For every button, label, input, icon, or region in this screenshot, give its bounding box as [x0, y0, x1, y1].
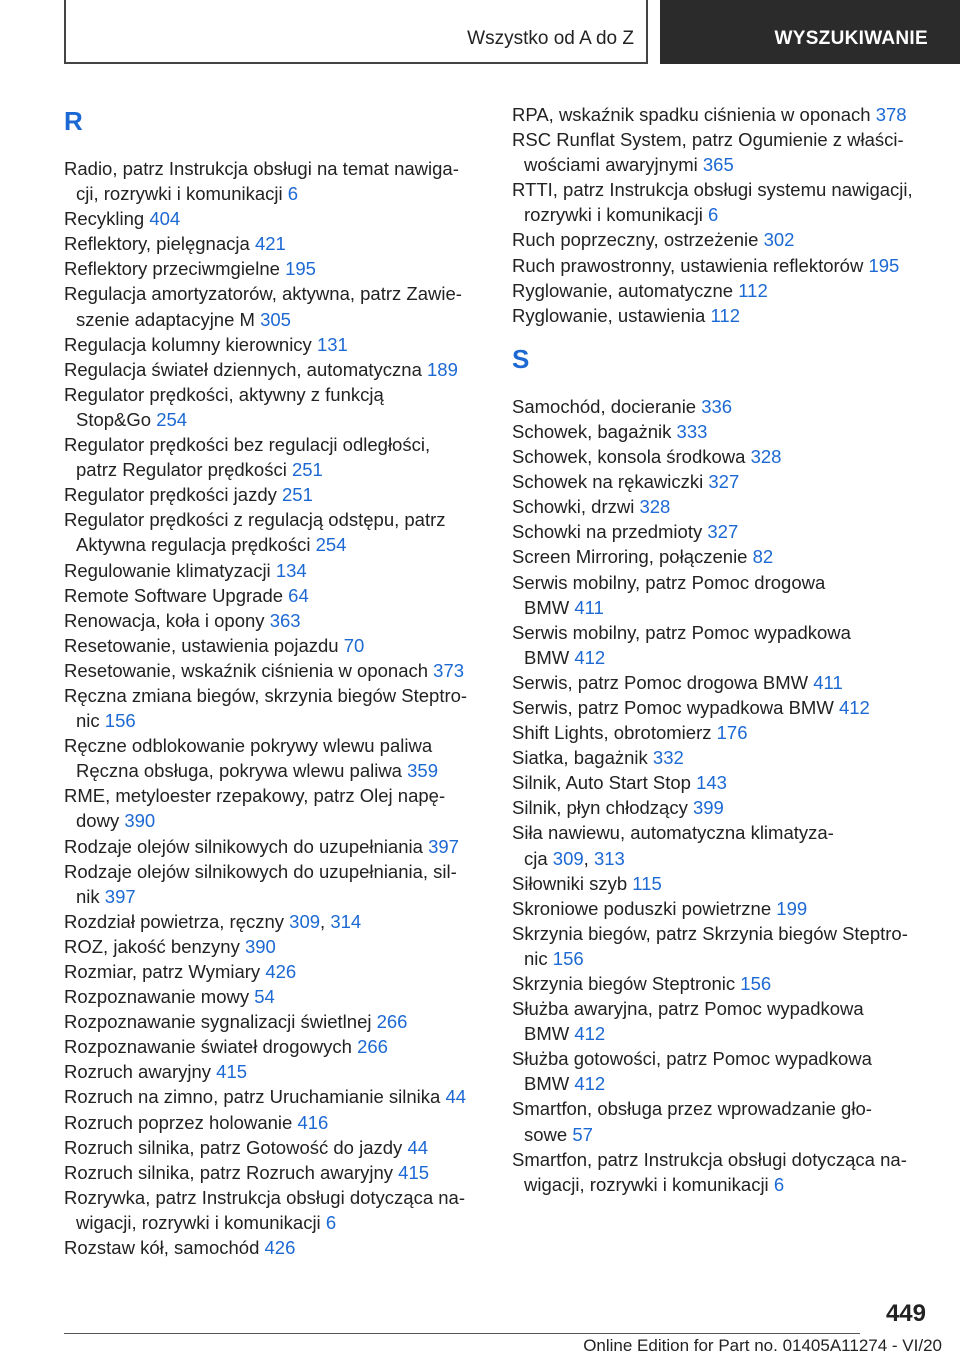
index-entry-text: Siła nawiewu, automatyczna klimatyza-	[512, 822, 834, 844]
page-reference-link[interactable]: 328	[750, 446, 782, 468]
index-entry-text: Regulacja amortyzatorów, aktywna, patrz Zawie-	[64, 283, 462, 305]
index-entry-text: Regulowanie klimatyzacji	[64, 559, 271, 581]
page-reference-link[interactable]: 363	[269, 609, 301, 631]
index-entry-text: Schowki na przedmioty	[512, 521, 703, 543]
index-entry-text: Rozdział powietrza, ręczny	[64, 910, 285, 932]
index-entry	[64, 156, 484, 206]
index-entry: Siła nawiewu, automatyczna klimatyza- cja 309, 313	[512, 822, 834, 869]
page-reference-link[interactable]: 415	[398, 1161, 430, 1183]
index-entry-text: Smartfon, patrz Instrukcja obsługi dotycząca na-	[512, 1148, 907, 1170]
index-entry	[512, 278, 932, 303]
page-reference-link[interactable]: 390	[124, 810, 156, 832]
index-entry-text: Serwis mobilny, patrz Pomoc drogowa	[512, 571, 826, 593]
index-entry-text: wigacji, rozrywki i komunikacji	[524, 1173, 769, 1195]
page-reference-link[interactable]: 199	[776, 897, 808, 919]
index-entry	[512, 1147, 932, 1197]
index-entry-text: Ręczne odblokowanie pokrywy wlewu paliwa	[64, 735, 433, 757]
page-reference-link[interactable]: 412	[838, 696, 870, 718]
page-reference-link[interactable]: 359	[407, 760, 438, 782]
index-entry	[64, 1185, 484, 1235]
page-reference-link[interactable]: 6	[708, 204, 719, 226]
index-entry-text: Regulator prędkości bez regulacji odległości,	[64, 434, 431, 456]
index-entry-text: Reflektory przeciwmgielne	[64, 258, 280, 280]
page-reference-link[interactable]: 313	[593, 847, 625, 869]
index-entry-text: cji, rozrywki i komunikacji	[76, 183, 283, 205]
index-entry-text: Skroniowe poduszki powietrzne	[512, 897, 772, 919]
index-entry-text: Rozruch poprzez holowanie	[64, 1111, 293, 1133]
index-entry	[64, 1135, 484, 1160]
page-reference-link[interactable]: 397	[104, 885, 136, 907]
index-entry-text: Schowek, konsola środkowa	[512, 446, 746, 468]
index-entry-text: cja	[524, 847, 548, 869]
index-entry-text: Służba awaryjna, patrz Pomoc wypadkowa	[512, 998, 864, 1020]
index-entry	[64, 683, 484, 733]
page-reference-link[interactable]: 378	[875, 104, 907, 125]
index-entry	[64, 1009, 484, 1034]
index-entry	[64, 206, 484, 231]
index-entry	[512, 745, 932, 770]
index-entry-text: Rozrywka, patrz Instrukcja obsługi dotycząca na-	[64, 1186, 466, 1208]
page-reference-link[interactable]: 309	[552, 847, 584, 869]
page-reference-link[interactable]: 64	[288, 584, 309, 606]
index-entry	[64, 332, 484, 357]
index-entry	[512, 394, 932, 419]
index-entry-text: BMW	[524, 1023, 570, 1045]
index-entry-text: Samochód, docieranie	[512, 395, 697, 417]
index-entry-text: Rozpoznawanie świateł drogowych	[64, 1036, 352, 1058]
index-entry-text: Służba gotowości, patrz Pomoc wypadkowa	[512, 1048, 872, 1070]
index-entry	[64, 357, 484, 382]
index-entry-text: Ręczna zmiana biegów, skrzynia biegów Steptro-	[64, 684, 468, 706]
page-reference-link[interactable]: 6	[773, 1173, 785, 1195]
index-entry	[64, 1059, 484, 1084]
index-entry-text: patrz Regulator prędkości	[76, 459, 287, 481]
page-reference-link[interactable]: 390	[244, 935, 276, 957]
index-entry-text: Regulator prędkości, aktywny z funkcją	[64, 383, 384, 405]
page-reference-link[interactable]: 189	[427, 358, 458, 380]
page-reference-link[interactable]: 70	[343, 634, 365, 656]
index-entry	[64, 1160, 484, 1185]
index-entry	[512, 896, 932, 921]
page-reference-link[interactable]: 254	[315, 534, 347, 556]
index-entry-text: BMW	[524, 596, 570, 618]
index-entry-text: nic	[524, 947, 548, 969]
index-entry	[512, 996, 932, 1046]
page-reference-link[interactable]: 426	[264, 1237, 296, 1259]
page-reference-link[interactable]: 195	[285, 258, 316, 280]
page-reference-link[interactable]: 327	[707, 521, 739, 543]
index-entry	[512, 670, 932, 695]
page-reference-link[interactable]: 365	[702, 154, 734, 176]
index-entry	[64, 859, 484, 909]
index-entry-text: Rozruch na zimno, patrz Uruchamianie silnika	[64, 1086, 441, 1108]
index-entry	[64, 834, 484, 859]
page-reference-link[interactable]: 302	[763, 229, 795, 251]
index-entry	[512, 544, 932, 569]
page-reference-link[interactable]: 251	[291, 459, 323, 481]
index-entry	[64, 658, 484, 683]
footer-edition: Online Edition for Part no. 01405A11274 - VI/20	[583, 1336, 942, 1355]
index-entry	[512, 695, 932, 720]
index-entry	[64, 1235, 484, 1260]
index-entry	[64, 1084, 484, 1109]
index-entry-text: BMW	[524, 646, 570, 668]
index-entry-text: Aktywna regulacja prędkości	[76, 534, 311, 556]
index-entry	[512, 795, 932, 820]
index-entry-text: ROZ, jakość benzyny	[64, 935, 240, 957]
index-entry	[64, 432, 484, 482]
index-entry	[64, 558, 484, 583]
page-reference-link[interactable]: 373	[433, 659, 465, 681]
index-entry	[512, 720, 932, 745]
index-entry-text: Screen Mirroring, połączenie	[512, 546, 748, 568]
page-reference-link[interactable]: 332	[652, 747, 684, 769]
index-entry-text: Renowacja, koła i opony	[64, 609, 265, 631]
index-entry-text: Rozruch silnika, patrz Gotowość do jazdy	[64, 1136, 403, 1158]
index-entry	[512, 419, 932, 444]
index-entry-text: Regulacja świateł dziennych, automatyczna	[64, 358, 422, 380]
page-reference-link[interactable]: 411	[813, 671, 843, 693]
page-reference-link[interactable]: 44	[407, 1136, 429, 1158]
index-entry	[64, 984, 484, 1009]
index-entry	[512, 303, 932, 328]
footer-divider	[64, 1333, 860, 1334]
index-entry-text: Smartfon, obsługa przez wprowadzanie gło-	[512, 1098, 872, 1120]
header-section-box	[64, 0, 648, 64]
page-reference-link[interactable]: 412	[574, 1023, 606, 1045]
page-reference-link[interactable]: 54	[254, 986, 275, 1008]
page-reference-link[interactable]: 156	[104, 710, 136, 732]
index-entry	[64, 382, 484, 432]
index-entry-text: sowe	[524, 1123, 568, 1145]
index-entry-text: Rodzaje olejów silnikowych do uzupełniania, sil-	[64, 860, 457, 882]
index-entry-text: Schowki, drzwi	[512, 496, 635, 518]
index-entry	[64, 633, 484, 658]
index-entry	[64, 1034, 484, 1059]
page-reference-link[interactable]: 411	[574, 596, 604, 618]
page-reference-link[interactable]: 44	[445, 1086, 467, 1108]
page-reference-link[interactable]: 412	[574, 646, 606, 668]
index-entry	[512, 519, 932, 544]
page-number: 449	[885, 1300, 926, 1327]
index-entry-text: Rozpoznawanie sygnalizacji świetlnej	[64, 1011, 372, 1033]
index-entry-text: Rozmiar, patrz Wymiary	[64, 961, 261, 982]
page-reference-link[interactable]: 404	[149, 208, 181, 230]
page-reference-link[interactable]: 176	[716, 722, 748, 744]
page-reference-link[interactable]: 426	[265, 961, 297, 982]
page-reference-link[interactable]: 112	[738, 279, 768, 301]
index-entry-text: Reflektory, pielęgnacja	[64, 233, 250, 255]
index-entry-text: Siatka, bagażnik	[512, 747, 648, 769]
page-reference-link[interactable]: 415	[216, 1061, 248, 1083]
page-reference-link[interactable]: 327	[708, 471, 740, 493]
index-entry	[64, 733, 484, 783]
index-entry-text: Rozruch silnika, patrz Rozruch awaryjny	[64, 1161, 394, 1183]
index-entry-text: nic	[76, 710, 100, 732]
header-section-title: Wszystko od A do Z	[467, 28, 634, 49]
index-entry-text: Shift Lights, obrotomierz	[512, 722, 712, 744]
index-entry-text: nik	[76, 885, 100, 907]
index-column-left	[64, 102, 484, 1260]
index-entry-text: RME, metyloester rzepakowy, patrz Olej napę-	[64, 785, 446, 807]
index-entry	[512, 469, 932, 494]
page-reference-link[interactable]: 328	[639, 496, 671, 518]
index-entry	[512, 102, 932, 127]
index-entry-text: RPA, wskaźnik spadku ciśnienia w oponach	[512, 104, 871, 125]
index-entry-text: RTTI, patrz Instrukcja obsługi systemu nawigacji,	[512, 179, 913, 201]
page-reference-link[interactable]: 421	[254, 233, 286, 255]
index-entry	[512, 444, 932, 469]
index-entry-text: Regulator prędkości z regulacją odstępu, patrz	[64, 509, 446, 531]
index-entry	[64, 482, 484, 507]
index-entry	[64, 583, 484, 608]
index-entry	[512, 177, 932, 227]
index-entry	[512, 253, 932, 278]
page-reference-link[interactable]: 195	[868, 254, 900, 276]
index-entry-text: Skrzynia biegów, patrz Skrzynia biegów Steptro-	[512, 922, 908, 944]
index-column-right	[512, 102, 932, 1197]
index-letter-heading: R	[64, 106, 83, 136]
index-entry	[512, 971, 932, 996]
index-entry-text: Schowek, bagażnik	[512, 420, 672, 442]
index-entry-text: Serwis mobilny, patrz Pomoc wypadkowa	[512, 621, 851, 643]
page-reference-link[interactable]: 82	[752, 546, 774, 568]
index-entry-text: Silnik, płyn chłodzący	[512, 797, 688, 819]
index-entry	[64, 281, 484, 331]
page-reference-link[interactable]: 305	[260, 308, 291, 330]
index-entry-text: Ryglowanie, ustawienia	[512, 304, 706, 326]
index-entry	[64, 959, 484, 984]
page-reference-link[interactable]: 397	[428, 835, 459, 857]
page-reference-link[interactable]: 309	[289, 910, 321, 932]
index-entry-text: wigacji, rozrywki i komunikacji	[76, 1211, 321, 1233]
index-entry-text: Regulator prędkości jazdy	[64, 484, 277, 506]
index-entry: Rozdział powietrza, ręczny 309, 314	[64, 910, 362, 932]
page-reference-link[interactable]: 112	[710, 304, 740, 326]
index-entry-text: Rozstaw kół, samochód	[64, 1237, 260, 1259]
index-entry-text: Serwis, patrz Pomoc wypadkowa BMW	[512, 696, 834, 718]
page-reference-link[interactable]: 266	[357, 1036, 388, 1058]
index-entry	[64, 231, 484, 256]
index-entry-text: rozrywki i komunikacji	[524, 204, 703, 226]
index-entry	[512, 570, 932, 620]
index-entry-text: Rodzaje olejów silnikowych do uzupełniania	[64, 835, 423, 857]
index-entry-text: dowy	[76, 810, 120, 832]
page-reference-link[interactable]: 254	[156, 408, 188, 430]
index-entry	[512, 620, 932, 670]
index-entry	[512, 227, 932, 252]
page-reference-link[interactable]: 314	[330, 910, 362, 932]
index-entry	[64, 256, 484, 281]
index-entry-text: Stop&Go	[76, 408, 152, 430]
index-entry	[512, 921, 932, 971]
page-reference-link[interactable]: 336	[701, 395, 733, 417]
index-entry-text: Ruch poprzeczny, ostrzeżenie	[512, 229, 759, 251]
page-reference-link[interactable]: 266	[376, 1011, 408, 1033]
page-reference-link[interactable]: 57	[572, 1123, 593, 1145]
page-reference-link[interactable]: 6	[325, 1211, 337, 1233]
index-entry	[512, 494, 932, 519]
index-entry	[64, 1110, 484, 1135]
page-reference-link[interactable]: 251	[282, 484, 313, 506]
page-reference-link[interactable]: 333	[676, 420, 708, 442]
index-entry-text: Ruch prawostronny, ustawienia reflektorów	[512, 254, 864, 276]
index-entry-text: Ryglowanie, automatyczne	[512, 279, 734, 301]
index-entry-text: Ręczna obsługa, pokrywa wlewu paliwa	[76, 760, 402, 782]
index-entry	[64, 934, 484, 959]
page-reference-link[interactable]: 143	[696, 772, 727, 794]
index-entry-text: Remote Software Upgrade	[64, 584, 284, 606]
index-entry-text: Resetowanie, ustawienia pojazdu	[64, 634, 339, 656]
index-entry-text: Schowek na rękawiczki	[512, 471, 704, 493]
index-entry-text: Regulacja kolumny kierownicy	[64, 333, 312, 355]
index-entry-text: Siłowniki szyb	[512, 872, 628, 894]
index-entry-text: RSC Runflat System, patrz Ogumienie z właści-	[512, 129, 904, 151]
index-entry	[512, 127, 932, 177]
index-entry	[512, 1096, 932, 1146]
index-entry-text: szenie adaptacyjne M	[76, 308, 255, 330]
index-entry	[512, 871, 932, 896]
index-entry	[64, 783, 484, 833]
index-entry-text: Recykling	[64, 208, 145, 230]
header-tab[interactable]	[660, 0, 960, 64]
index-entry	[512, 770, 932, 795]
index-entry-text: Resetowanie, wskaźnik ciśnienia w oponach	[64, 659, 429, 681]
index-entry	[64, 608, 484, 633]
index-entry-text: Skrzynia biegów Steptronic	[512, 973, 736, 994]
index-entry-text: BMW	[524, 1073, 570, 1095]
page-reference-link[interactable]: 134	[275, 559, 307, 581]
page-reference-link[interactable]: 416	[297, 1111, 329, 1133]
page-reference-link[interactable]: 6	[287, 183, 299, 205]
page-reference-link[interactable]: 412	[574, 1073, 606, 1095]
index-entry-text: Rozruch awaryjny	[64, 1061, 212, 1083]
page-reference-link[interactable]: 156	[552, 947, 584, 969]
index-entry-text: wościami awaryjnymi	[524, 154, 698, 176]
page-reference-link[interactable]: 115	[632, 872, 662, 894]
index-entry	[512, 1046, 932, 1096]
index-entry-text: Silnik, Auto Start Stop	[512, 772, 691, 794]
index-entry-text: Rozpoznawanie mowy	[64, 986, 250, 1008]
page-reference-link[interactable]: 131	[316, 333, 348, 355]
header-tab-label: WYSZUKIWANIE	[774, 28, 928, 49]
index-entry	[64, 507, 484, 557]
page-reference-link[interactable]: 156	[740, 973, 772, 994]
index-entry-text: Serwis, patrz Pomoc drogowa BMW	[512, 671, 809, 693]
index-letter-heading: S	[512, 343, 530, 374]
page-reference-link[interactable]: 399	[692, 797, 724, 819]
index-entry-text: Radio, patrz Instrukcja obsługi na temat nawiga-	[64, 158, 459, 179]
